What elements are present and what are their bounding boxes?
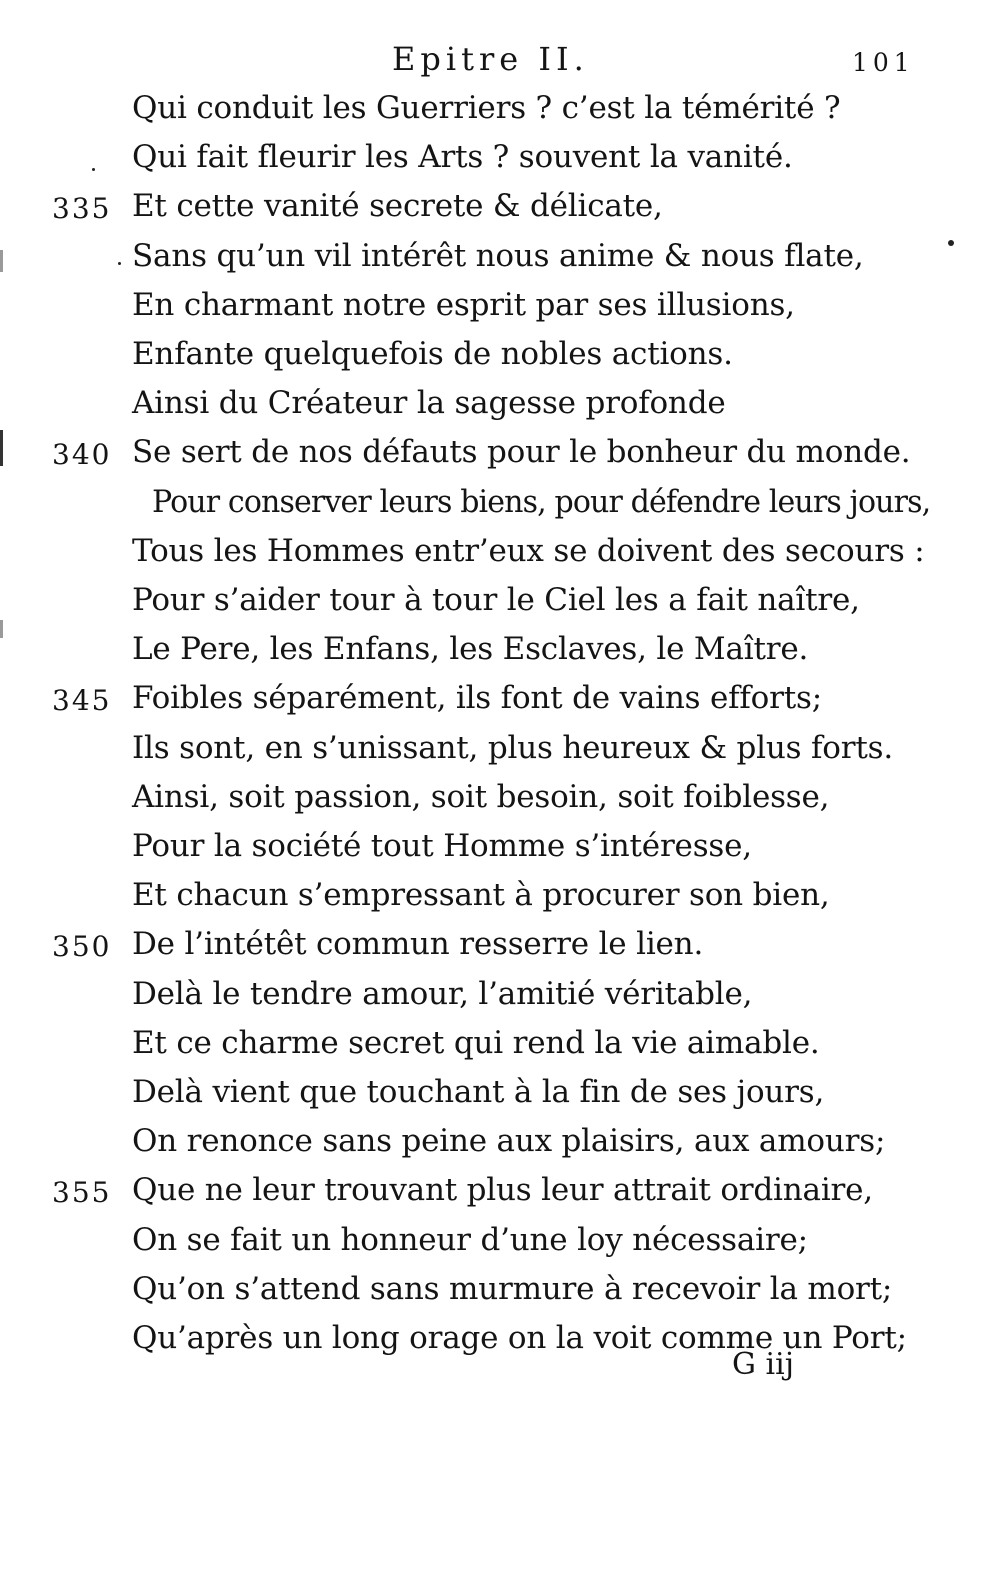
verse-text: Pour la société tout Homme s’intéresse, [132, 828, 752, 864]
scan-edge-mark [0, 250, 3, 272]
scan-edge-mark [0, 430, 3, 466]
verse-line [0, 1074, 1000, 1122]
verse-line [0, 1025, 1000, 1073]
verse-text: Et cette vanité secrete & délicate, [132, 188, 663, 225]
signature-mark: G iij [732, 1347, 794, 1382]
verse-text: Foibles séparément, ils font de vains efforts; [132, 680, 822, 717]
verse-line [0, 287, 1000, 335]
verse-text: Le Pere, les Enfans, les Esclaves, le Maître. [132, 631, 809, 668]
verse-text: Que ne leur trouvant plus leur attrait ordinaire, [132, 1172, 873, 1209]
verse-number: 335 [52, 192, 112, 226]
verse-number: 355 [52, 1176, 112, 1210]
verse-line [0, 188, 1000, 236]
page-number: 101 [852, 48, 915, 77]
verse-text: On renonce sans peine aux plaisirs, aux amours; [132, 1123, 886, 1160]
verse-line [0, 877, 1000, 925]
verse-line [0, 533, 1000, 581]
verse-line [0, 1123, 1000, 1171]
verse-line [0, 385, 1000, 433]
verse-line [0, 926, 1000, 974]
verse-number: 350 [52, 930, 112, 964]
verse-number: 345 [52, 684, 112, 718]
verse-text: Qu’on s’attend sans murmure à recevoir la mort; [132, 1270, 893, 1307]
verse-line [0, 1320, 1000, 1368]
verse-text: En charmant notre esprit par ses illusions, [132, 286, 795, 323]
verse-number: 340 [52, 438, 112, 472]
verse-text: Qui conduit les Guerriers ? c’est la témérité ? [132, 90, 841, 126]
verse-line [0, 976, 1000, 1024]
verse-line [0, 1172, 1000, 1220]
verse-text: Et chacun s’empressant à procurer son bien, [132, 877, 830, 914]
verse-line [0, 631, 1000, 679]
verse-text: On se fait un honneur d’une loy nécessaire; [132, 1221, 808, 1258]
ink-speck [948, 240, 954, 246]
verse-line [0, 730, 1000, 778]
verse-text: Pour conserver leurs biens, pour défendre leurs jours, [152, 483, 931, 520]
ink-speck [118, 262, 121, 265]
verse-text: Qui fait fleurir les Arts ? souvent la vanité. [132, 139, 793, 176]
verse-text: Tous les Hommes entr’eux se doivent des secours : [132, 532, 925, 569]
verse-line [0, 434, 1000, 482]
verse-line [0, 484, 1000, 532]
verse-text: Ainsi, soit passion, soit besoin, soit foiblesse, [132, 778, 830, 815]
verse-line [0, 582, 1000, 630]
verse-line [0, 90, 1000, 138]
verse-text: Et ce charme secret qui rend la vie aimable. [132, 1024, 820, 1061]
verse-text: Delà le tendre amour, l’amitié véritable, [132, 975, 753, 1012]
verse-text: De l’intétêt commun resserre le lien. [132, 926, 704, 963]
verse-line [0, 238, 1000, 286]
running-title: Epitre II. [392, 40, 589, 78]
verse-text: Sans qu’un vil intérêt nous anime & nous flate, [132, 237, 864, 274]
verse-line [0, 1271, 1000, 1319]
scan-edge-mark [0, 620, 3, 638]
verse-text: Delà vient que touchant à la fin de ses jours, [132, 1074, 825, 1110]
verse-text: Ainsi du Créateur la sagesse profonde [132, 385, 726, 422]
verse-line [0, 139, 1000, 187]
verse-text: Pour s’aider tour à tour le Ciel les a fait naître, [132, 582, 860, 618]
verse-line [0, 1222, 1000, 1270]
ink-speck [92, 168, 95, 171]
verse-line [0, 828, 1000, 876]
verse-text: Qu’après un long orage on la voit comme un Port; [132, 1320, 907, 1356]
verse-text: Ils sont, en s’unissant, plus heureux & plus forts. [132, 729, 893, 766]
verse-line [0, 680, 1000, 728]
verse-text: Enfante quelquefois de nobles actions. [132, 336, 733, 372]
verse-text: Se sert de nos défauts pour le bonheur du monde. [132, 434, 911, 471]
verse-line [0, 336, 1000, 384]
verse-line [0, 779, 1000, 827]
